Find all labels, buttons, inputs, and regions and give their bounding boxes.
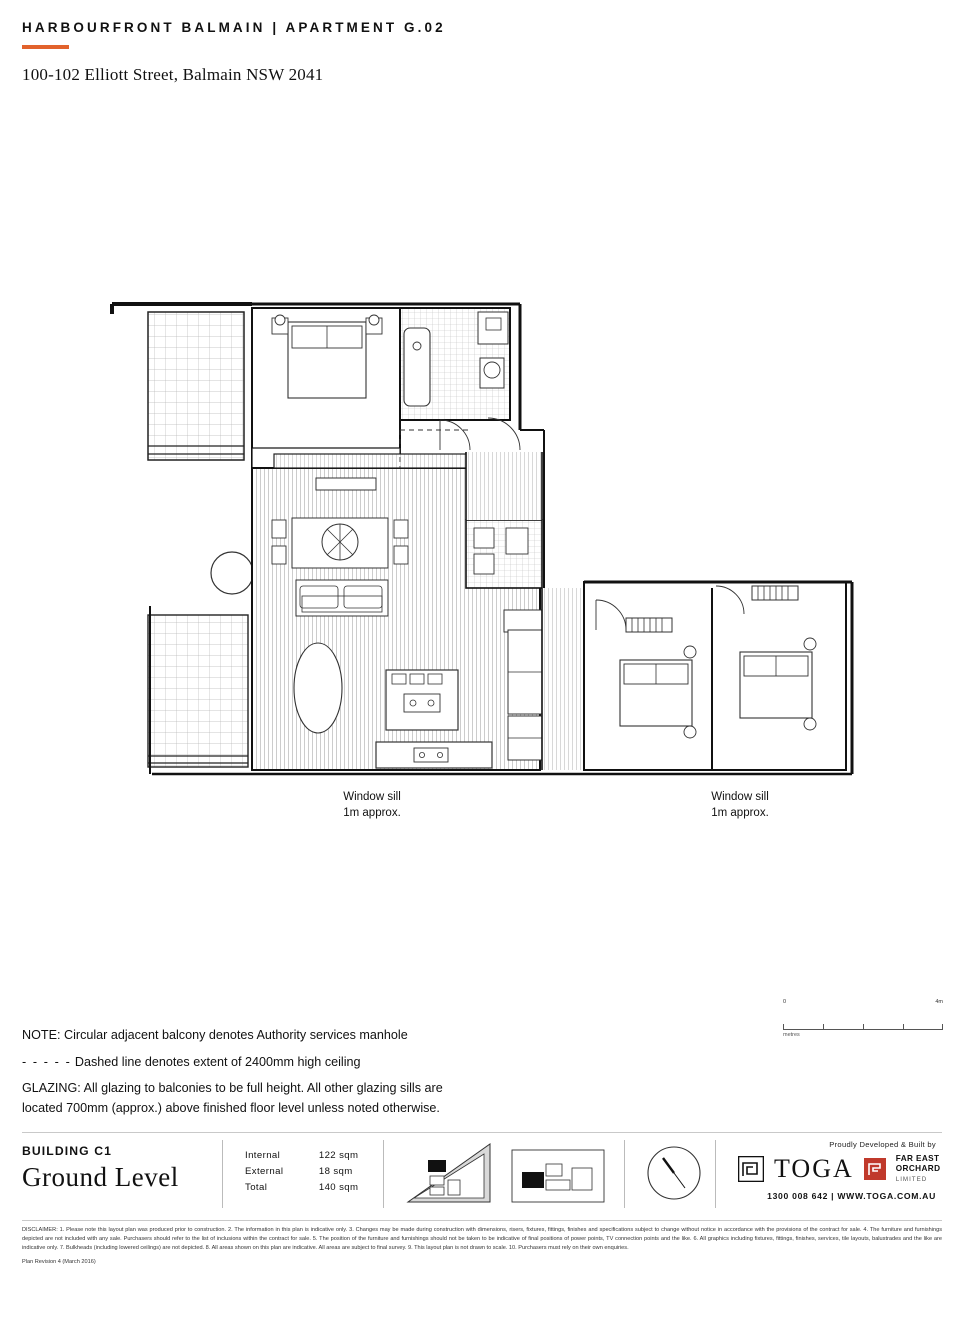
toga-mark-icon bbox=[738, 1156, 764, 1182]
site-key-plan bbox=[384, 1138, 504, 1210]
sill-left-line1: Window sill bbox=[343, 791, 401, 803]
window-sill-label-left bbox=[272, 790, 472, 821]
dashed-note-text: Dashed line denotes extent of 2400mm high ceiling bbox=[74, 1054, 361, 1069]
site-plan-icon bbox=[510, 1148, 606, 1204]
proudly-developed-text: Proudly Developed & Built by bbox=[829, 1140, 936, 1149]
level-label: Ground Level bbox=[22, 1162, 179, 1192]
document-header bbox=[22, 20, 922, 85]
toga-wordmark: TOGA bbox=[774, 1154, 854, 1183]
plan-revision: Plan Revision 4 (March 2016) bbox=[22, 1259, 96, 1266]
plan-notes bbox=[22, 1026, 642, 1118]
scale-labels bbox=[783, 999, 943, 1019]
area-row bbox=[245, 1147, 380, 1163]
sill-right-line2: 1m approx. bbox=[711, 806, 769, 819]
site-plan-thumb bbox=[504, 1138, 624, 1210]
sill-right-line1: Window sill bbox=[711, 791, 769, 803]
area-row bbox=[245, 1179, 380, 1195]
window-sill-label-right bbox=[640, 790, 840, 821]
area-row bbox=[245, 1163, 380, 1179]
scale-min: 0 bbox=[783, 999, 787, 1005]
logo-row bbox=[738, 1154, 942, 1184]
far-east-orchard-wordmark: FAR EAST ORCHARD LIMITED bbox=[895, 1154, 941, 1183]
title-accent-rule bbox=[22, 45, 69, 49]
north-compass bbox=[625, 1138, 715, 1210]
area-value-external: 18 sqm bbox=[318, 1165, 353, 1177]
compass-icon bbox=[643, 1142, 705, 1204]
note-glazing-line2: located 700mm (approx.) above finished floor level unless noted otherwise. bbox=[22, 1100, 440, 1115]
area-value-total: 140 sqm bbox=[318, 1181, 359, 1193]
area-schedule bbox=[223, 1138, 383, 1210]
floorplan-drawing bbox=[0, 270, 963, 850]
scale-bar bbox=[783, 999, 943, 1038]
address-line: 100-102 Elliott Street, Balmain NSW 2041 bbox=[22, 65, 324, 84]
scale-unit: metres bbox=[783, 1032, 800, 1038]
note-glazing-line1: GLAZING: All glazing to balconies to be full height. All other glazing sills are bbox=[22, 1081, 443, 1096]
page-title: HARBOURFRONT BALMAIN | APARTMENT G.02 bbox=[22, 20, 446, 35]
footer-bottom-rule bbox=[22, 1220, 942, 1221]
contact-line: 1300 008 642 | WWW.TOGA.COM.AU bbox=[767, 1191, 936, 1201]
area-label-internal: Internal bbox=[245, 1149, 281, 1161]
disclaimer-block bbox=[22, 1226, 942, 1267]
scale-ticks bbox=[783, 1019, 943, 1030]
sill-left-line2: 1m approx. bbox=[343, 806, 401, 819]
note-dashed-ceiling bbox=[22, 1053, 642, 1073]
building-label: BUILDING C1 bbox=[22, 1144, 112, 1158]
note-manhole: NOTE: Circular adjacent balcony denotes Authority services manhole bbox=[22, 1028, 408, 1042]
far-east-limited-text: LIMITED bbox=[895, 1175, 928, 1183]
footer-top-rule bbox=[22, 1132, 942, 1133]
area-value-internal: 122 sqm bbox=[318, 1149, 359, 1161]
developer-logos bbox=[716, 1138, 942, 1210]
plan-footer bbox=[22, 1138, 942, 1216]
area-label-total: Total bbox=[245, 1181, 268, 1193]
disclaimer-text: DISCLAIMER: 1. Please note this layout plan was produced prior to construction. 2. The information in this plan is indicative only. 3. Changes may be made during construction with dimensions, risers, fixtures, fittings, finishes and specifications subject to change without notice in accordance with the provisions of the contract for sale. 4. The furniture and furnishings depicted are not included with any sale. Purchasers should refer to the list of inclusions within the contract for sale. 5. The position of the furniture and furnishings should not be taken to be indicative of final positions of power points, TV connection points and the like. 6. All graphics including fixtures, fittings, finishes, services, tile layouts, balustrades and the like are indicative only. 7. Bulkheads (including lowered ceilings) are not depicted. 8. All areas shown on this plan are indicative. All areas are subject to final survey. 9. This layout plan is not drawn to scale. 10. Purchasers must rely on their own enquiries. bbox=[22, 1227, 942, 1252]
footer-building-block bbox=[22, 1138, 222, 1210]
key-plan-icon bbox=[404, 1140, 500, 1206]
dashed-line-symbol: - - - - - bbox=[22, 1054, 72, 1069]
scale-max: 4m bbox=[935, 999, 943, 1005]
far-east-orchard-mark-icon bbox=[864, 1158, 886, 1180]
area-label-external: External bbox=[245, 1165, 284, 1177]
